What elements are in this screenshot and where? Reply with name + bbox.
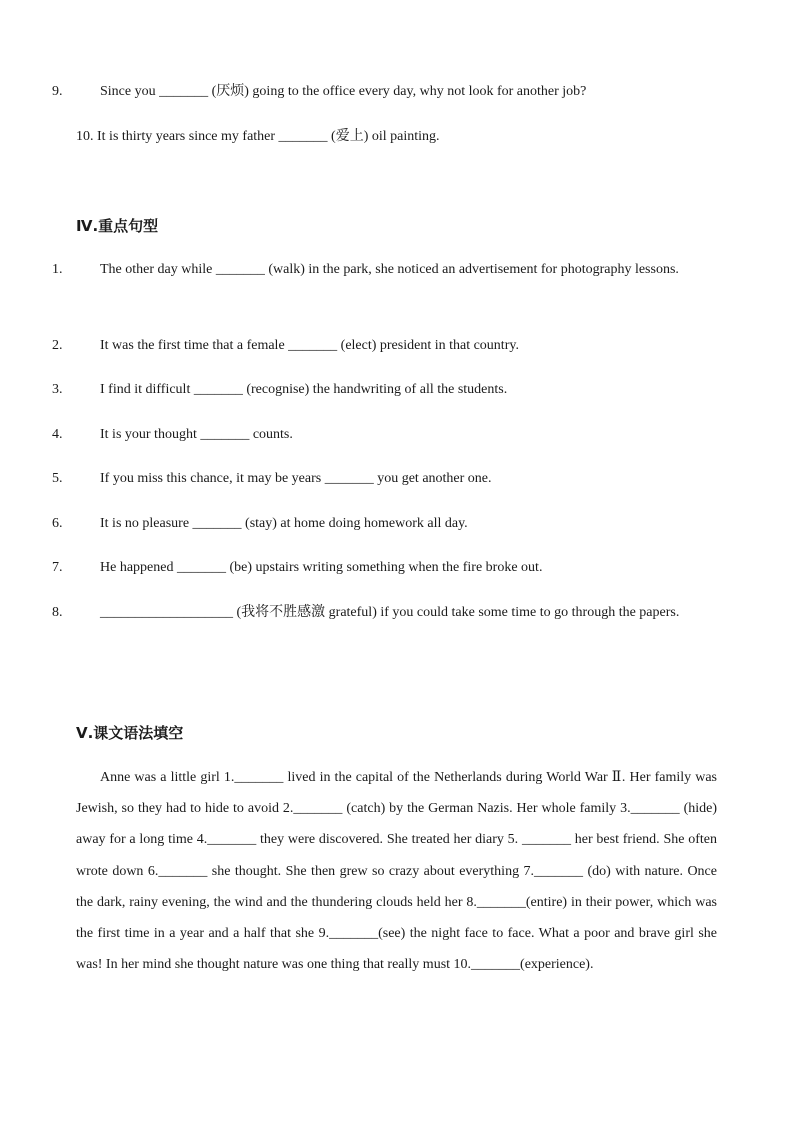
question-number: 9.	[52, 84, 63, 99]
sentence-item-3	[52, 374, 740, 405]
item-number: 4.	[52, 427, 63, 442]
section-heading-grammar-fill: Ⅴ.课文语法填空	[76, 724, 184, 742]
sentence-item-2	[52, 330, 740, 361]
question-text: Since you _______ (厌烦) going to the office every day, why not look for another job?	[100, 84, 587, 99]
item-text: He happened _______ (be) upstairs writing something when the fire broke out.	[100, 560, 543, 575]
sentence-item-7	[52, 552, 740, 583]
sentence-item-5	[52, 463, 740, 494]
sentence-item-1	[52, 254, 740, 285]
question-9	[52, 76, 740, 107]
item-text: ___________________ (我将不胜感激 grateful) if you could take some time to go through the papers.	[100, 605, 680, 620]
item-number: 3.	[52, 382, 63, 397]
item-number: 8.	[52, 605, 63, 620]
item-number: 1.	[52, 262, 63, 277]
sentence-item-6	[52, 508, 740, 539]
item-text: If you miss this chance, it may be years _______ you get another one.	[100, 471, 492, 486]
item-text: It was the first time that a female _______ (elect) president in that country.	[100, 338, 519, 353]
item-number: 2.	[52, 338, 63, 353]
question-number: 10.	[76, 129, 94, 144]
item-text: It is no pleasure _______ (stay) at home doing homework all day.	[100, 516, 468, 531]
sentence-item-4	[52, 419, 740, 450]
question-text: It is thirty years since my father _______ (爱上) oil painting.	[97, 129, 440, 144]
item-number: 5.	[52, 471, 63, 486]
section-heading-key-sentences: Ⅳ.重点句型	[76, 217, 159, 235]
item-text: I find it difficult _______ (recognise) the handwriting of all the students.	[100, 382, 508, 397]
item-number: 6.	[52, 516, 63, 531]
grammar-fill-passage: Anne was a little girl 1._______ lived in the capital of the Netherlands during World War Ⅱ. Her family was Jewish, so they had to hide to avoid 2._______ (catch) by the German Nazis. Her whole family 3._______ (hide) away for a long time 4._______ they were discovered. She treated her diary 5. _______ her best friend. She often wrote down 6._______ she thought. She then grew so crazy about everything 7._______ (do) with nature. Once the dark, rainy evening, the wind and the thundering clouds held her 8._______(entire) in their power, which was the first time in a year and a half that she 9._______(see) the night face to face. What a poor and brave girl she was! In her mind she thought nature was one thing that really must 10._______(experience).	[76, 770, 717, 973]
question-10	[76, 121, 716, 152]
item-text: It is your thought _______ counts.	[100, 427, 293, 442]
sentence-item-8	[52, 597, 740, 628]
item-text: The other day while _______ (walk) in the park, she noticed an advertisement for photography lessons.	[100, 262, 679, 277]
item-number: 7.	[52, 560, 63, 575]
